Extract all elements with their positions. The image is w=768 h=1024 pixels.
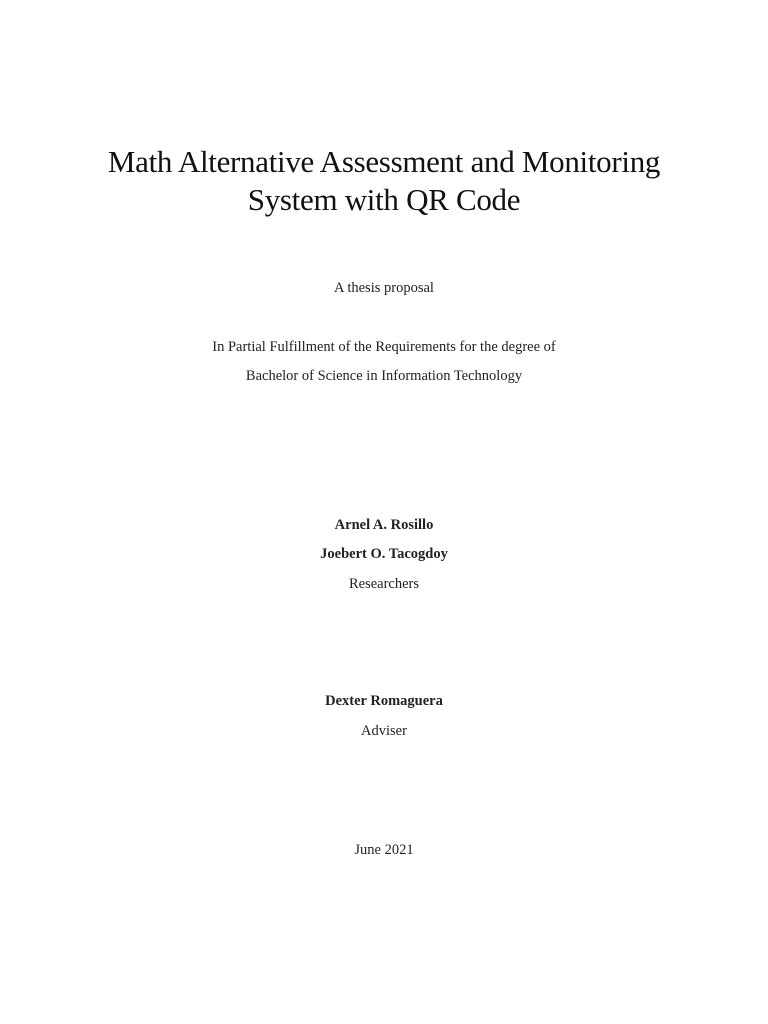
title-line-1: Math Alternative Assessment and Monitoring <box>107 144 661 179</box>
adviser-name: Dexter Romaguera <box>325 693 443 709</box>
researcher-name-2: Joebert O. Tacogdoy <box>320 546 448 562</box>
researcher-name-1: Arnel A. Rosillo <box>334 517 434 533</box>
adviser-label: Adviser <box>361 723 407 739</box>
title-line-2: System with QR Code <box>247 182 521 217</box>
subtitle: A thesis proposal <box>334 280 434 296</box>
fulfillment-line-1: In Partial Fulfillment of the Requirements for the degree of <box>212 339 556 355</box>
submission-date: June 2021 <box>354 842 414 858</box>
researchers-label: Researchers <box>348 576 420 592</box>
fulfillment-line-2: Bachelor of Science in Information Technology <box>245 368 523 384</box>
